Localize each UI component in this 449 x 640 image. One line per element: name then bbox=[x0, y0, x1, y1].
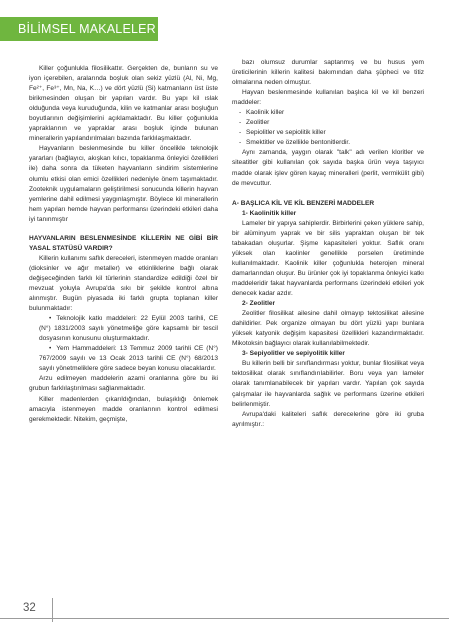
list-item: - Sepiolitler ve sepiolitik killer bbox=[246, 128, 424, 138]
bullet-item: • Yem Hammaddeleri: 13 Temmuz 2009 tarihli CE (N°) 767/2009 sayılı ve 13 Ocak 2013 tarihli CE (N°) 68/2013 sayılı yönetmeliklere göre sadece beyan konusu olacaklardır. bbox=[29, 344, 218, 374]
material-list bbox=[232, 108, 424, 148]
paragraph: bazı olumsuz durumlar saptanmış ve bu husus yem üreticilerinin killerin kalitesi bakımından daha şüpheci ve titiz olmalarına neden olmuştur. bbox=[232, 59, 424, 87]
paragraph: Avrupa'daki kaliteleri saflık derecelerine göre iki gruba ayrılmıştır.: bbox=[232, 410, 424, 428]
right-column bbox=[232, 58, 424, 430]
paragraph: Lameler bir yapıya sahiplerdir. Birbirlerini çeken yüklere sahip, bir alüminyum yaprak ve bir silis yapraktan oluşan bir tek tabakadan oluşurlar. Şişme kapasiteleri yoktur. Saflık oranı yüksek olan kaolinler genellikle porselen üretiminde kullanılmaktadır. Kaolinik killer çoğunlukla heterojen mineral damarlarından oluşur. Bu ürünler çok iyi topaklanma önleyici katkı maddeleridir fakat hayvanlarda performans üzerindeki etkileri yok denecek kadar azdır. bbox=[232, 219, 424, 298]
list-item: - Zeolitler bbox=[246, 118, 424, 128]
left-column bbox=[29, 64, 218, 425]
paragraph: Killer çoğunlukla filosilikattır. Gerçekten de, bunların su ve iyon içerebilen, aralarında boşluk olan sekiz yüzlü (Al, Ni, Mg, Fe²⁺, Fe³⁺, Mn, Na, K…) ve dört yüzlü (Si) katmanların üst üste birikmesinden oluşan bir yapıları vardır. Bu yapı kil ıslak olduğunda veya kuruduğunda, kilin ve katmanlar arası boşluğun boyutlarının değişimlerini açıklamaktadır. Bu killer çoğunlukla yapraklarının ve yapraklar arası boşluk içinde bulunan minerallerin yapılandırılmaları bazında farklılaşmaktadır. bbox=[29, 65, 218, 143]
list-item: - Kaolinik killer bbox=[246, 108, 424, 118]
paragraph: Hayvanların beslenmesinde bu killer öncelikle teknolojik yararları (bağlayıcı, akışkan kılıcı, topaklanma önleyici özellikleri ile) daha sonra da tüketen hayvanların sindirim sistemlerine olumlu etkisi olan emici özellikleri nedeniyle önem taşımaktadır. Zooteknik uygulamaların geliştirilmesi sonucunda killerin hayvan yemlerine dahil edilmesi yaygınlaşmıştır. Böylece kil minerallerin hem yapıları hemde hayvan performansı üzerindeki etkileri daha iyi tanınmıştır bbox=[29, 145, 218, 223]
subsection-title: 3- Sepiyolitler ve sepiyolitik killer bbox=[242, 350, 345, 358]
paragraph: Hayvan beslenmesinde kullanılan başlıca kil ve kil benzeri maddeler: bbox=[232, 89, 424, 107]
section-header-bar bbox=[0, 17, 158, 41]
section-heading: HAYVANLARIN BESLENMESİNDE KİLLERİN NE GİBİ BİR YASAL STATÜSÜ VARDIR? bbox=[29, 234, 218, 252]
paragraph: Bu killerin belli bir sınıflandırması yoktur, bunlar filosilikat veya tektosilikat olarak sınıflandırılabilirler. Boru veya yarı lameler olarak tanımlanabilecek bir yapıları vardır. Yapılan çok sayıda çalışmalar ile hayvanlarda sağlık ve performans üzerine etkileri belirlenmiştir. bbox=[232, 360, 424, 408]
subsection-title: 1- Kaolinitik killer bbox=[242, 209, 297, 217]
paragraph: Aynı zamanda, yaygın olarak "talk" adı verilen kloritler ve siteatitler gibi kullanılan çok sayıda başka ürün veya taşıyıcı madde olarak işlev gören kayaç mineralleri (perlit, vermikülit gibi) de mevcuttur. bbox=[232, 149, 424, 187]
page-number: 32 bbox=[23, 602, 36, 614]
subsection-title: 2- Zeolitler bbox=[242, 300, 276, 308]
paragraph: Killer madenlerden çıkarıldığından, bulaşıklığı önlemek amacıyla istenmeyen madde oranlarının kontrol edilmesi gerekmektedir. Nitekim, geçmişte, bbox=[29, 395, 218, 423]
section-title: BİLİMSEL MAKALELER bbox=[18, 22, 156, 36]
bullet-item: • Teknolojik katkı maddeleri: 22 Eylül 2003 tarihli, CE (N°) 1831/2003 sayılı yönetmeliğe göre kapsamlı bir tescil dosyasının konusunu oluşturmaktadır. bbox=[29, 314, 218, 344]
paragraph: Arzu edilmeyen maddelerin azami oranlarına göre bu iki grubun farklılaştırılması sağlanmaktadır. bbox=[29, 375, 218, 393]
footer-rule bbox=[0, 618, 449, 619]
paragraph: Killerin kullanımı saflık dereceleri, istenmeyen madde oranları (dioksinler ve ağır metaller) ve etkinliklerine bağlı olarak değişeceğinden farklı kil türlerinin standardize edildiği özel bir mevzuat yoluyla Avrupa'da sıkı bir şekilde kontrol altına alınmıştır. Bugün piyasada iki farklı grupta toplanan killer bulunmaktadır: bbox=[29, 254, 218, 313]
list-item: - Smektitler ve özellikle bentonitlerdir. bbox=[246, 138, 424, 148]
paragraph: Zeolitler filosilikat ailesine dahil olmayıp tektosilikat ailesine dahildirler. Pek organize olmayan bu dört yüzlü yapı bunlara yüksek katyonik değişim kapasitesi özellikleri kazandırmaktadır. Mikotoksin bağlayıcı olarak kullanılabilmektedir. bbox=[232, 310, 424, 348]
section-heading: A- BAŞLICA KİL VE KİL BENZERİ MADDELER bbox=[232, 199, 375, 207]
